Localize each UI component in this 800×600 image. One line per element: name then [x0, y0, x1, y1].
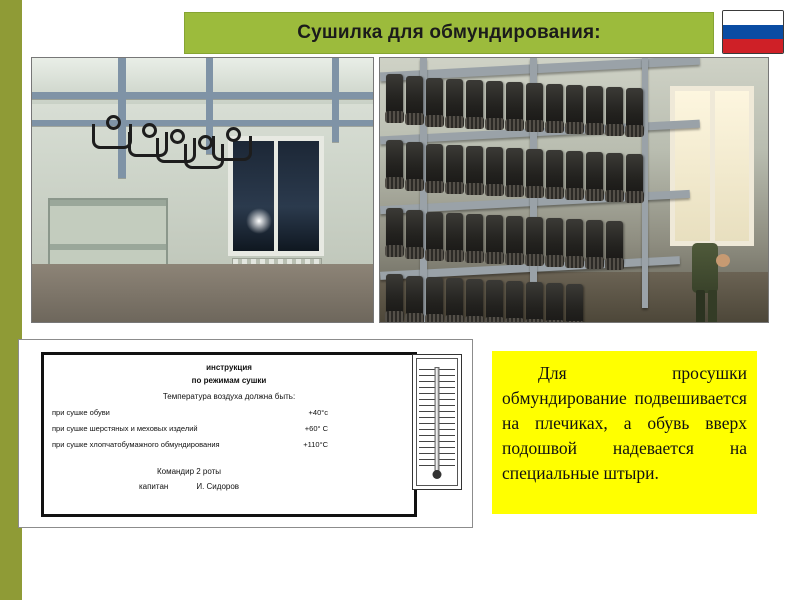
photo1-post-c — [332, 58, 339, 142]
photo-boot-racks — [379, 57, 769, 323]
boot — [606, 221, 623, 267]
boot — [546, 283, 563, 323]
boot — [486, 280, 503, 323]
boot — [546, 84, 563, 130]
boot — [426, 144, 443, 190]
photo1-rail-a — [32, 92, 373, 99]
instruction-row-value: +60° С — [304, 424, 328, 433]
boot — [586, 86, 603, 132]
boot — [386, 140, 403, 186]
boot — [586, 152, 603, 198]
instruction-panel — [18, 339, 473, 528]
instruction-frame — [41, 352, 417, 517]
boot — [526, 217, 543, 263]
instruction-row-value: +110°С — [303, 440, 328, 449]
boot — [586, 220, 603, 266]
instruction-subtitle: Температура воздуха должна быть: — [162, 392, 296, 401]
boot — [546, 150, 563, 196]
boot — [566, 151, 583, 197]
photo1-window-glow — [246, 208, 272, 234]
boot — [426, 277, 443, 323]
boot — [466, 279, 483, 323]
boot — [566, 219, 583, 265]
boot — [626, 154, 643, 200]
thermometer-scale-right — [439, 369, 455, 469]
boot — [506, 148, 523, 194]
boot — [466, 214, 483, 260]
photo1-hanger — [212, 136, 252, 161]
instruction-signature-line — [44, 480, 414, 493]
boot — [466, 80, 483, 126]
boot — [406, 76, 423, 122]
boot — [426, 212, 443, 258]
boot — [386, 208, 403, 254]
boot — [526, 282, 543, 323]
instruction-row-label: при сушке обуви — [52, 408, 110, 417]
flag-band-white — [723, 11, 783, 25]
instruction-row-value: +40°с — [308, 408, 328, 417]
photo1-rail-b — [32, 120, 373, 126]
boot — [446, 145, 463, 191]
instruction-row-label: при сушке шерстяных и меховых изделий — [52, 424, 198, 433]
boot — [446, 213, 463, 259]
soldier-head — [716, 254, 730, 267]
thermometer-icon — [412, 354, 462, 490]
instruction-signature-title: Командир 2 роты — [156, 467, 222, 476]
instruction-signature-rank: капитан — [138, 482, 169, 491]
boot — [506, 281, 523, 323]
soldier-leg — [696, 290, 705, 323]
boot — [506, 82, 523, 128]
photo1-hanger — [92, 124, 132, 149]
boot — [406, 210, 423, 256]
soldier-figure — [692, 243, 718, 293]
boot — [386, 74, 403, 120]
boot — [486, 215, 503, 261]
thermometer-stem — [435, 367, 440, 471]
boot — [566, 85, 583, 131]
instruction-row — [52, 408, 414, 417]
boot — [446, 79, 463, 125]
instruction-signature-name: И. Сидоров — [196, 482, 240, 491]
boot — [406, 142, 423, 188]
boot — [446, 278, 463, 323]
boot — [466, 146, 483, 192]
instruction-title-line2: по режимам сушки — [191, 376, 267, 385]
instruction-row — [52, 424, 414, 433]
boot — [426, 78, 443, 124]
boot — [626, 88, 643, 134]
instruction-title-line1: инструкция — [206, 363, 252, 372]
photo2-window — [670, 86, 754, 246]
thermometer-bulb — [433, 470, 442, 479]
boot — [486, 147, 503, 193]
boot — [546, 218, 563, 264]
boot — [606, 87, 623, 133]
flag-band-blue — [723, 25, 783, 39]
boot — [566, 284, 583, 323]
instruction-row — [52, 440, 414, 449]
boot — [526, 83, 543, 129]
flag-band-red — [723, 39, 783, 53]
note-panel — [492, 351, 757, 514]
photo1-floor — [32, 264, 373, 322]
boot — [386, 274, 403, 320]
photo-drying-room — [31, 57, 374, 323]
boot — [606, 153, 623, 199]
boot — [486, 81, 503, 127]
page-title: Сушилка для обмундирования: — [297, 22, 601, 43]
boot — [526, 149, 543, 195]
note-text: Для просушки обмундирование подвешивается на плечиках, а обувь вверх подошвой надевается на специальные штыри. — [502, 363, 747, 483]
boot — [506, 216, 523, 262]
russian-flag-icon — [722, 10, 784, 54]
soldier-leg — [708, 290, 717, 323]
thermometer-scale-left — [419, 369, 435, 469]
title-banner — [184, 12, 714, 54]
boot — [406, 276, 423, 322]
instruction-row-label: при сушке хлопчатобумажного обмундирования — [52, 440, 220, 449]
